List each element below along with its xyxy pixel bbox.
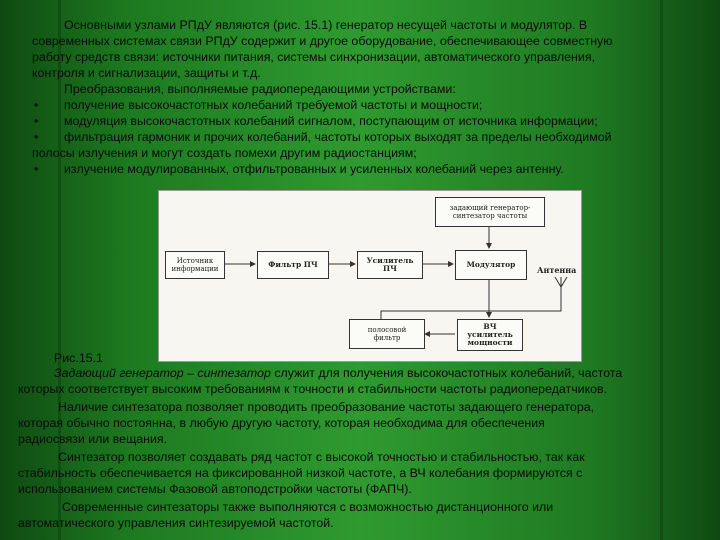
modulator-label: Модулятор: [466, 260, 516, 269]
paragraph3-italic-term: Задающий генератор – синтезатор: [54, 366, 271, 380]
bullet-1: •: [34, 98, 39, 112]
paragraph4-line2: которая обычно постоянна, в любую другую частоту, которая необходима для обеспечения: [18, 416, 545, 430]
if-filter-block: [257, 251, 329, 279]
paragraph1-line2: современных системах связи РПдУ содержит и другое оборудование, обеспечивающее совместную: [32, 34, 613, 48]
rf-amplifier-block: [457, 319, 523, 351]
synthesizer-block: [435, 197, 545, 227]
list-item-2: модуляция высокочастотных колебаний сигналом, поступающим от источника информации;: [64, 114, 598, 128]
paragraph4-line1: Наличие синтезатора позволяет проводить преобразование частоты задающего генератора,: [58, 400, 595, 414]
bullet-3: •: [34, 130, 39, 144]
bullet-2: •: [34, 114, 39, 128]
antenna-label: Антенна: [537, 265, 577, 275]
if-amplifier-block: [357, 251, 423, 279]
paragraph6-line2: автоматического управления синтезируемой частотой.: [18, 516, 334, 530]
paragraph1-line4: контроля и сигнализации, защиты и т.д.: [32, 66, 261, 80]
if-filter-label: Фильтр ПЧ: [268, 260, 318, 269]
paragraph3-line1-rest: служит для получения высокочастотных колебаний, частота: [270, 366, 623, 380]
rf-amp-label-1: ВЧ: [483, 322, 497, 331]
paragraph2-intro: Преобразования, выполняемые радиопередающими устройствами:: [64, 82, 456, 96]
paragraph1-line3: работу средств связи: источники питания, системы синхронизации, автоматического управления,: [32, 50, 595, 64]
paragraph6-line1: Современные синтезаторы также выполняются с возможностью дистанционного или: [62, 500, 554, 514]
paragraph5-line2: стабильность обеспечивается на фиксированной низкой частоте, а ВЧ колебания формируются с: [18, 466, 583, 480]
if-amp-label-1: Усилитель: [366, 256, 414, 265]
block-diagram: [158, 190, 582, 362]
rf-amp-label-2: усилитель: [467, 330, 513, 339]
if-amp-label-2: ПЧ: [383, 264, 397, 273]
modulator-block: [455, 250, 527, 280]
paragraph3-line1: [54, 366, 622, 381]
bandpass-label-2: фильтр: [373, 334, 401, 342]
info-source-label-1: Источник: [176, 257, 214, 265]
bandpass-label-1: полосовой: [367, 326, 407, 334]
list-item-1: получение высокочастотных колебаний требуемой частоты и мощности;: [64, 98, 483, 112]
list-item-4: излучение модулированных, отфильтрованных и усиленных колебаний через антенну.: [64, 162, 564, 176]
synth-label-2: синтезатор частоты: [452, 212, 528, 220]
synth-label-1: задающий генератор-: [449, 204, 531, 212]
paragraph4-line3: радиосвязи или вещания.: [18, 432, 168, 446]
bullet-4: •: [34, 162, 39, 176]
paragraph5-line1: Синтезатор позволяет создавать ряд частот с высокой точностью и стабильностью, так как: [58, 450, 585, 464]
paragraph3-line2: которых соответствует высоким требованиям к точности и стабильности частоты радиопередатчиков.: [18, 382, 608, 396]
figure-caption: Рис.15.1: [54, 351, 103, 365]
list-item-3-continuation: полосы излучения и могут создать помехи другим радиостанциям;: [32, 146, 417, 160]
rf-amp-label-3: мощности: [467, 338, 513, 347]
list-item-3: фильтрация гармоник и прочих колебаний, частоты которых выходят за пределы необходимой: [64, 130, 612, 144]
line-filter-to-antenna: [381, 287, 561, 319]
paragraph1-line1: Основными узлами РПдУ являются (рис. 15.1) генератор несущей частоты и модулятор. В: [64, 18, 588, 32]
info-source-block: [165, 251, 225, 279]
info-source-label-2: информации: [171, 265, 219, 273]
paragraph5-line3: использованием системы Фазовой автоподстройки частоты (ФАПЧ).: [18, 482, 412, 496]
bandpass-filter-block: [349, 319, 425, 349]
